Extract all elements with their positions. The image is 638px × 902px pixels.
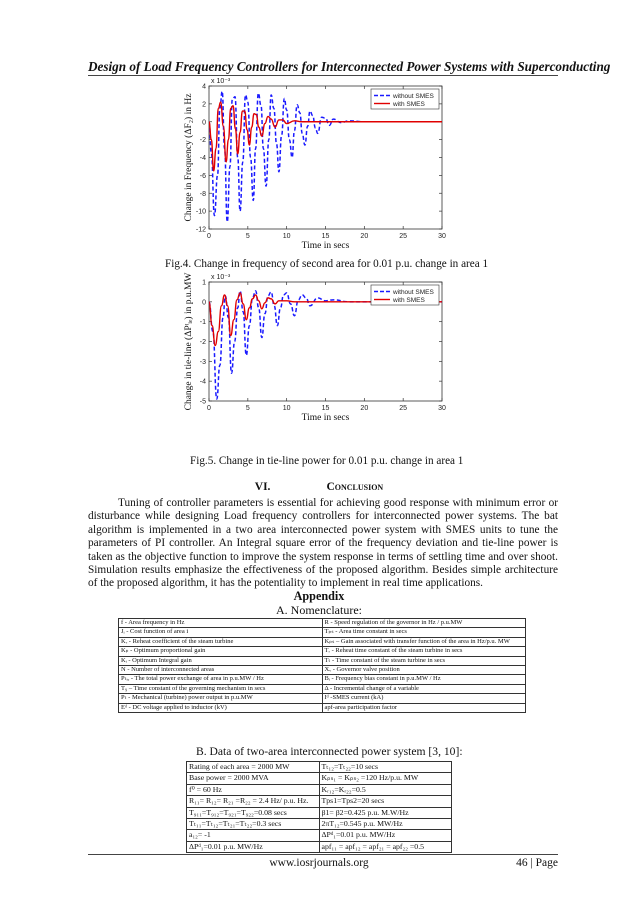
x-tick-label: 0: [207, 233, 211, 240]
footer-rule: [88, 854, 558, 855]
running-header: Design of Load Frequency Controllers for Interconnected Power Systems with Superconducting: [88, 59, 611, 74]
figure-5-chart: [0, 272, 638, 444]
y-tick-label: -4: [199, 155, 206, 162]
y-tick-label: 0: [202, 299, 206, 307]
legend-label: without SMES: [393, 92, 434, 100]
system-data-table: [186, 761, 452, 853]
table-cell: β1= β2=0.425 p.u. M.W/Hz: [319, 807, 452, 818]
table-row: [119, 703, 526, 712]
y-tick-label: -8: [199, 190, 206, 198]
table-row: [119, 656, 526, 665]
conclusion-heading: [0, 481, 638, 493]
section-number: VI.: [254, 481, 271, 493]
table-cell: Tps1=Tps2=20 secs: [319, 796, 452, 807]
table-cell: Kₚₛ₁ = Kₚₛ₂ =120 Hz/p.u. MW: [319, 773, 452, 784]
table-cell: Tₚₛ - Area time constant in secs: [322, 628, 526, 637]
x-axis-label: Time in secs: [301, 413, 350, 423]
y-tick-label: -5: [199, 398, 206, 406]
table-cell: Kᵢ - Optimum Integral gain: [119, 656, 323, 665]
y-axis-label: Change in Frequency (ΔF₂) in Hz: [184, 93, 194, 222]
table-cell: R₁₁= R₁₂= R₂₁ =R₂₂ = 2.4 Hz/ p.u. Hz.: [187, 796, 320, 807]
figure-4-chart: [0, 78, 638, 258]
table-cell: Tₜ₁₁=Tₜ₁₂=Tₜ₂₁=Tₜ₂₂=0.3 secs: [187, 819, 320, 830]
y-tick-label: 4: [202, 83, 206, 91]
table-cell: Tₜ - Time constant of the steam turbine in secs: [322, 656, 526, 665]
table-cell: f⁰ = 60 Hz: [187, 784, 320, 795]
legend-label: with SMES: [393, 296, 425, 304]
nomenclature-table: [118, 618, 526, 713]
table-row: [119, 666, 526, 675]
x-tick-label: 15: [321, 233, 330, 240]
table-cell: Pₜ - Mechanical (turbine) power output in p.u.MW: [119, 694, 323, 703]
table-row: [119, 628, 526, 637]
table-row: [119, 694, 526, 703]
table-cell: Kₚₛ – Gain associated with transfer function of the area in Hz/p.u. MW: [322, 637, 526, 646]
y-tick-label: 1: [202, 279, 206, 287]
x-tick-label: 25: [399, 405, 408, 412]
y-tick-label: -1: [199, 319, 206, 327]
nomenclature-heading: A. Nomenclature:: [276, 603, 362, 617]
x-tick-label: 25: [399, 233, 408, 240]
x-tick-label: 10: [282, 405, 291, 412]
y-tick-label: 2: [202, 101, 206, 109]
system-data-heading: B. Data of two-area interconnected power system [3, 10]:: [196, 745, 463, 758]
y-tick-label: -3: [199, 358, 206, 366]
table-cell: T₉₁₁=T₉₁₂=T₉₂₁=T₉₂₂=0.08 secs: [187, 807, 320, 818]
x-tick-label: 0: [207, 405, 211, 412]
table-cell: Bᵢ - Frequency bias constant in p.u.MW / Hz: [322, 675, 526, 684]
x-tick-label: 5: [245, 233, 250, 240]
figure-5: [0, 272, 638, 444]
table-row: [187, 807, 452, 818]
journal-url: www.iosrjournals.org: [269, 857, 369, 869]
x-tick-label: 30: [438, 233, 446, 240]
table-row: [187, 762, 452, 773]
x-tick-label: 20: [360, 405, 369, 412]
table-cell: Tₜ₁₂=Tₜ₂₂=10 secs: [319, 762, 452, 773]
table-cell: 2πT₁₂=0.545 p.u. MW/Hz: [319, 819, 452, 830]
table-cell: apf-area participation factor: [322, 703, 526, 712]
y-exponent-label: x 10⁻³: [211, 78, 231, 85]
table-cell: Jᵢ - Cost function of area i: [119, 628, 323, 637]
figure-4-caption: Fig.4. Change in frequency of second area for 0.01 p.u. change in area 1: [165, 258, 489, 270]
figure-4: [0, 78, 638, 258]
y-tick-label: -12: [195, 226, 206, 234]
table-row: [187, 841, 452, 852]
table-row: [119, 675, 526, 684]
y-axis-label: Change in tie-line (ΔPᵗᵢₑ) in p.u.MW: [184, 272, 194, 411]
legend-label: with SMES: [393, 100, 425, 108]
legend-label: without SMES: [393, 288, 434, 296]
table-cell: Base power = 2000 MVA: [187, 773, 320, 784]
x-tick-label: 20: [360, 233, 369, 240]
table-row: [119, 637, 526, 646]
table-cell: a₁₂= -1: [187, 830, 320, 841]
table-cell: f - Area frequency in Hz: [119, 619, 323, 628]
table-row: [187, 830, 452, 841]
table-row: [119, 619, 526, 628]
table-row: [187, 773, 452, 784]
x-axis-label: Time in secs: [301, 241, 350, 251]
table-cell: Kᵣ - Reheat coefficient of the steam turbine: [119, 637, 323, 646]
y-tick-label: -10: [195, 208, 206, 216]
table-row: [187, 784, 452, 795]
table-cell: Xᵥ - Governor valve position: [322, 666, 526, 675]
table-cell: Rating of each area = 2000 MW: [187, 762, 320, 773]
y-exponent-label: x 10⁻³: [211, 274, 231, 281]
table-cell: Eᵈ - DC voltage applied to inductor (kV): [119, 703, 323, 712]
x-tick-label: 5: [245, 405, 250, 412]
x-tick-label: 15: [321, 405, 330, 412]
table-cell: T₉ – Time constant of the governing mechanism in secs: [119, 684, 323, 693]
table-cell: ΔPᵈ₁=0.01 p.u. MW/Hz: [319, 830, 452, 841]
table-cell: Iᵈ -SMES current (kA): [322, 694, 526, 703]
table-cell: R - Speed regulation of the governor in Hz / p.u.MW: [322, 619, 526, 628]
page-number: 46 | Page: [516, 857, 558, 869]
table-row: [187, 796, 452, 807]
section-name: Conclusion: [326, 481, 384, 493]
table-cell: Pₜᵢₑ - The total power exchange of area in p.u.MW / Hz: [119, 675, 323, 684]
y-tick-label: -6: [199, 172, 206, 180]
x-tick-label: 30: [438, 405, 446, 412]
table-row: [187, 819, 452, 830]
header-rule: [88, 75, 558, 76]
table-cell: N - Number of interconnected areas: [119, 666, 323, 675]
y-tick-label: -2: [199, 137, 206, 145]
table-cell: Kᵣ₁₂=Kᵣ₂₂=0.5: [319, 784, 452, 795]
conclusion-paragraph: Tuning of controller parameters is essential for achieving good response with minimum error or disturbance while designing Load frequency controllers for interconnected power systems. The bat algorithm is implemented in a two area interconnected power system with SMES units to tune the parameters of PI controller. An Integral square error of the frequency deviation and tie-line power is taken as the objective function to improve the system response in terms of settling time and over shoot. Simulation results emphasize the effectiveness of the proposed algorithm. Besides simple architecture of the proposed algorithm, it has the potentiality to implement in real time applications.: [88, 497, 558, 590]
y-tick-label: 0: [202, 119, 206, 127]
x-tick-label: 10: [282, 233, 291, 240]
table-cell: Δ - Incremental change of a variable: [322, 684, 526, 693]
table-row: [119, 684, 526, 693]
y-tick-label: -4: [199, 378, 206, 386]
table-cell: Tᵣ - Reheat time constant of the steam turbine in secs: [322, 647, 526, 656]
table-cell: ΔPᵈ₁=0.01 p.u. MW/Hz: [187, 841, 320, 852]
appendix-heading: Appendix: [293, 589, 345, 603]
table-cell: apf₁₁ = apf₁₂ = apf₂₁ = apf₂₂ =0.5: [319, 841, 452, 852]
table-cell: Kₚ - Optimum proportional gain: [119, 647, 323, 656]
figure-5-caption: Fig.5. Change in tie-line power for 0.01 p.u. change in area 1: [190, 455, 464, 467]
table-row: [119, 647, 526, 656]
y-tick-label: -2: [199, 339, 206, 346]
